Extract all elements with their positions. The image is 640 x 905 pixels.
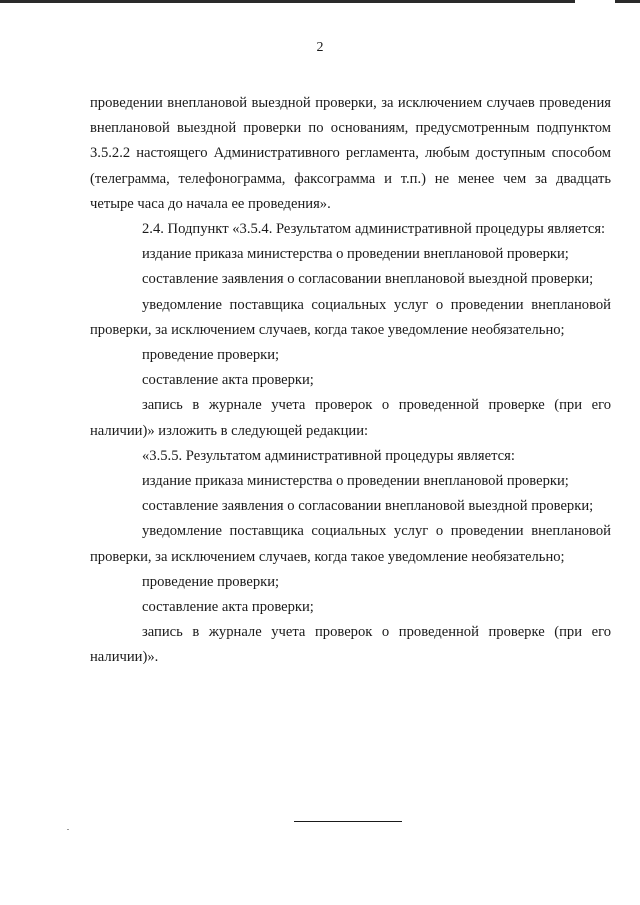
paragraph: составление акта проверки; — [142, 372, 314, 389]
paragraph: составление акта проверки; — [142, 599, 314, 616]
paragraph: запись в журнале учета проверок о проведенной проверке (при его наличии)». — [90, 624, 611, 666]
paragraph: издание приказа министерства о проведении внеплановой проверки; — [142, 473, 569, 490]
paragraph: составление заявления о согласовании внеплановой выездной проверки; — [142, 271, 594, 288]
paragraph: запись в журнале учета проверок о проведенной проверке (при его наличии)» изложить в следующей редакции: — [90, 397, 611, 439]
paragraph: проведение проверки; — [142, 347, 280, 364]
paragraph: составление заявления о согласовании внеплановой выездной проверки; — [142, 498, 594, 515]
paragraph: проведении внеплановой выездной проверки, за исключением случаев проведения внеплановой выездной проверки по основаниям, предусмотренным подпунктом 3.5.2.2 настоящего Административного регламента, любым доступным способом (телеграмма, телефонограмма, факсограмма и т.п.) не менее чем за двадцать четыре часа до начала ее проведения». — [90, 95, 611, 212]
top-scan-edge-gap — [575, 0, 615, 3]
end-of-document-separator — [294, 821, 402, 822]
document-body — [90, 91, 611, 671]
paragraph: уведомление поставщика социальных услуг о проведении внеплановой проверки, за исключением случаев, когда такое уведомление необязательно; — [90, 296, 611, 338]
paragraph: 2.4. Подпункт «3.5.4. Результатом административной процедуры является: — [142, 221, 606, 238]
scan-speck — [67, 829, 69, 830]
paragraph: «3.5.5. Результатом административной процедуры является: — [142, 447, 515, 464]
paragraph: уведомление поставщика социальных услуг о проведении внеплановой проверки, за исключением случаев, когда такое уведомление необязательно; — [90, 523, 611, 565]
page-number: 2 — [316, 40, 324, 55]
paragraph: проведение проверки; — [142, 573, 280, 590]
top-scan-edge-line — [0, 0, 640, 3]
paragraph: издание приказа министерства о проведении внеплановой проверки; — [142, 246, 569, 263]
